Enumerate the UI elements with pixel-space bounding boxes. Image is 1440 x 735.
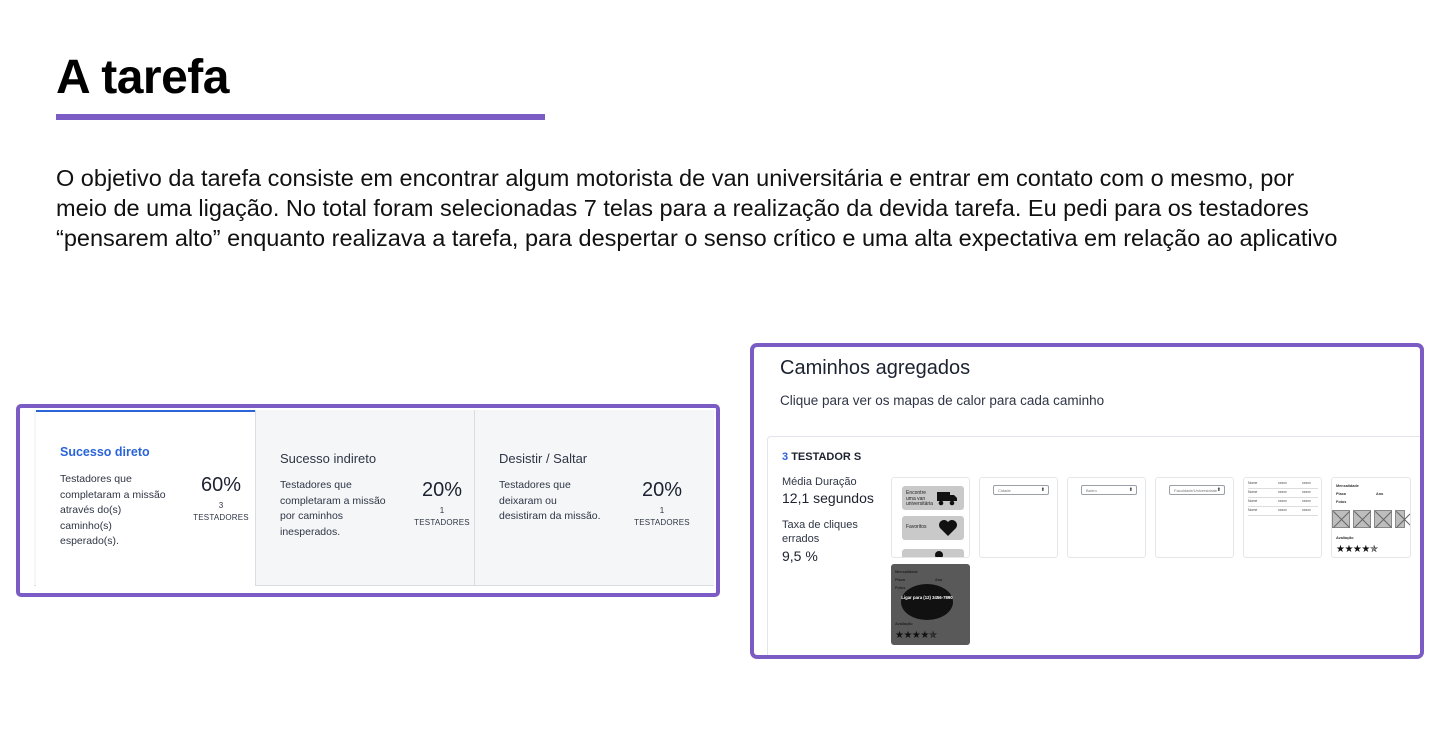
call-price-label: Mensalidade (895, 570, 918, 574)
call-button-label: Ligar para (12) 3456-7890 (901, 595, 953, 600)
truck-icon (936, 490, 958, 506)
chevron-updown-icon: ⬍ (1128, 487, 1133, 493)
screen-thumbnail-home[interactable] (891, 477, 970, 558)
result-percent: 20% (421, 479, 463, 501)
screen-thumbnail-call[interactable] (891, 564, 970, 645)
image-placeholder-icon (1353, 510, 1371, 528)
result-unit: TESTADORES (414, 518, 470, 527)
result-direct-success[interactable] (36, 410, 255, 586)
detail-price-label: Mensalidade (1336, 484, 1359, 488)
result-give-up[interactable] (474, 410, 694, 586)
image-placeholder-icon (1395, 510, 1405, 528)
paths-subtitle: Clique para ver os mapas de calor para cada caminho (780, 393, 1105, 408)
title-underline (56, 114, 545, 120)
detail-rating-label: Avaliação (1336, 536, 1354, 540)
university-dropdown (1169, 485, 1225, 495)
results-panel (16, 404, 720, 597)
paths-title: Caminhos agregados (780, 357, 971, 379)
slide-paragraph: O objetivo da tarefa consiste em encontrar algum motorista de van universitária e entrar em contato com o mesmo, por meio de uma ligação. No total foram selecionadas 7 telas para a realização da devida tarefa. Eu pedi para os testadores “pensarem alto” enquanto realizava a tarefa, para despertar o senso crítico e uma alta expectativa em relação ao aplicativo (56, 165, 1338, 251)
favorites-pill (902, 516, 964, 540)
chevron-updown-icon: ⬍ (1040, 487, 1045, 493)
result-description: Testadores que completaram a missão por caminhos inesperados. (280, 479, 386, 538)
result-percent: 60% (200, 474, 242, 496)
heart-icon (938, 519, 958, 537)
call-photos-label: Fotos (895, 586, 906, 590)
screen-thumbnail-city[interactable] (979, 477, 1058, 558)
screen-thumbnail-university[interactable] (1155, 477, 1234, 558)
avg-duration-value: 12,1 segundos (782, 490, 874, 506)
result-percent: 20% (641, 479, 683, 501)
avg-duration-label: Média Duração (782, 476, 857, 488)
rating-stars-icon: ★★★★✯ (895, 630, 937, 641)
path-testers (782, 451, 861, 463)
detail-photos-label: Fotos (1336, 500, 1347, 504)
favorites-label: Favoritos (906, 524, 927, 530)
result-unit: TESTADORES (634, 518, 690, 527)
list-item: Nome xxxxx xxxxx (1248, 490, 1318, 498)
city-dropdown (993, 485, 1049, 495)
university-dropdown-label: Faculdade/Universidade (1174, 488, 1218, 493)
screen-thumbnail-neighborhood[interactable] (1067, 477, 1146, 558)
list-item: Nome xxxxx xxxxx (1248, 499, 1318, 507)
slide-title: A tarefa (56, 51, 229, 104)
path-card[interactable] (767, 436, 1424, 659)
misclick-value: 9,5 % (782, 548, 818, 564)
path-testers-label: TESTADOR S (791, 451, 862, 463)
list-item: Nome xxxxx xxxxx (1248, 481, 1318, 489)
result-unit: TESTADORES (193, 513, 249, 522)
result-heading: Sucesso indireto (280, 451, 377, 466)
result-description: Testadores que deixaram ou desistiram da missão. (499, 479, 601, 522)
result-count: 1 (659, 506, 665, 515)
result-description: Testadores que completaram a missão através do(s) caminho(s) esperado(s). (60, 473, 166, 547)
user-icon (934, 550, 944, 558)
screen-thumbnail-driver-detail[interactable] (1331, 477, 1411, 558)
call-rating-label: Avaliação (895, 622, 913, 626)
screen-thumbnail-driver-list[interactable] (1243, 477, 1322, 558)
find-van-pill (902, 486, 964, 510)
neighborhood-dropdown-label: Bairro (1086, 488, 1097, 493)
list-item: Nome xxxxx xxxxx (1248, 508, 1318, 516)
misclick-label: Taxa de cliques errados (782, 519, 858, 545)
result-indirect-success[interactable] (255, 410, 474, 586)
find-van-label: Encontre uma van universitária (906, 490, 933, 507)
result-heading: Sucesso direto (60, 445, 150, 459)
neighborhood-dropdown (1081, 485, 1137, 495)
call-year-label: Ano (935, 578, 943, 582)
rating-stars-icon: ★★★★✯ (1336, 544, 1378, 555)
image-placeholder-icon (1332, 510, 1350, 528)
results-table (34, 410, 714, 586)
result-count: 3 (218, 501, 224, 510)
call-button (901, 584, 953, 620)
profile-pill (902, 549, 964, 558)
city-dropdown-label: Cidade (998, 488, 1011, 493)
image-placeholder-icon (1374, 510, 1392, 528)
call-plate-label: Placa (895, 578, 905, 582)
detail-year-label: Ano (1376, 492, 1384, 496)
chevron-updown-icon: ⬍ (1216, 487, 1221, 493)
result-count: 1 (439, 506, 445, 515)
detail-plate-label: Placa (1336, 492, 1346, 496)
path-testers-count: 3 (782, 451, 789, 463)
result-heading: Desistir / Saltar (499, 451, 588, 466)
paths-panel (750, 343, 1424, 659)
